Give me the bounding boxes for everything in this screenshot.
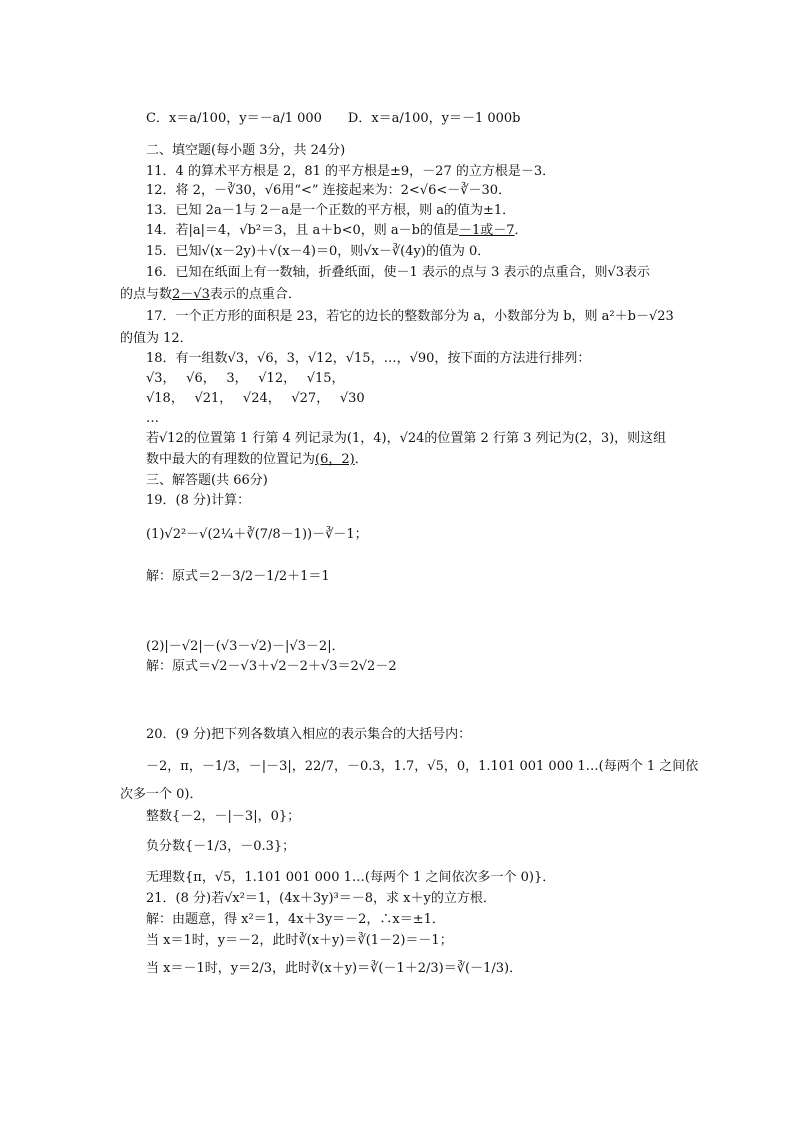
question-19-1: (1)√2²－√(2¼＋∛(7/8－1))－∛－1； — [146, 527, 368, 542]
question-19: 19．(8 分)计算： — [146, 493, 251, 508]
question-17-line2: 的值为 12． — [120, 331, 193, 346]
number-row-1: √3， √6， 3， √12， √15， — [146, 371, 345, 386]
question-21: 21．(8 分)若√x²＝1，(4x＋3y)³＝－8，求 x＋y的立方根． — [146, 891, 496, 906]
question-18: 18．有一组数√3，√6，3，√12，√15，…，√90，按下面的方法进行排列： — [146, 351, 591, 366]
answer-19-1: 解：原式＝2－3/2－1/2＋1＝1 — [146, 569, 330, 584]
answer-19-2: 解：原式＝√2－√3＋√2－2＋√3＝2√2－2 — [146, 659, 397, 674]
question-20-numbers: －2，π，－1/3，－|－3|，22/7，－0.3，1.7，√5，0，1.101 001 000 1…(每两个 1 之间依 — [146, 759, 699, 774]
question-11: 11．4 的算术平方根是 2，81 的平方根是±9，－27 的立方根是－3． — [146, 164, 556, 179]
section-solve-heading: 三、解答题(共 66分) — [146, 473, 268, 488]
question-12: 12．将 2，－∛30，√6用“<” 连接起来为：2<√6<－∛－30． — [146, 183, 512, 198]
integer-set: 整数{－2，－|－3|，0}； — [146, 809, 301, 824]
question-18-end: ． — [354, 452, 368, 467]
question-14-stem: 14．若|a|＝4，√b²＝3，且 a＋b<0，则 a－b的值是 — [146, 223, 459, 238]
question-18-answer: (6，2) — [315, 452, 355, 467]
question-14-answer: －1或－7 — [458, 223, 515, 238]
negative-fraction-set: 负分数{－1/3，－0.3}； — [146, 839, 296, 854]
question-20-numbers-cont: 次多一个 0)． — [120, 787, 203, 802]
number-row-2: √18， √21， √24， √27， √30 — [146, 391, 365, 406]
irrational-set: 无理数{π，√5，1.101 001 000 1…(每两个 1 之间依次多一个 0)}． — [146, 870, 556, 885]
question-13: 13．已知 2a－1与 2－a是一个正数的平方根，则 a的值为±1． — [146, 203, 516, 218]
question-16-end: 表示的点重合． — [209, 287, 301, 302]
question-18-stem: 数中最大的有理数的位置记为 — [146, 452, 316, 467]
question-15: 15．已知√(x－2y)＋√(x－4)＝0，则√x－∛(4y)的值为 0． — [146, 244, 491, 259]
section-fill-blank-heading: 二、填空题(每小题 3分，共 24分) — [146, 143, 346, 158]
question-18-line3 — [146, 453, 368, 466]
number-row-ellipsis: … — [146, 411, 159, 426]
answer-21-line2: 当 x＝1时，y＝－2，此时∛(x＋y)＝∛(1－2)＝－1； — [146, 933, 453, 948]
question-16-answer: 2－√3 — [172, 287, 210, 302]
option-c-d: C．x＝a/100，y＝－a/1 000 D．x＝a/100，y＝－1 000b — [146, 111, 521, 126]
question-16-line1: 16．已知在纸面上有一数轴，折叠纸面，使－1 表示的点与 3 表示的点重合，则√3表示 — [146, 265, 651, 280]
question-16-line2 — [120, 288, 301, 301]
question-14 — [146, 224, 528, 237]
question-14-end: ． — [514, 223, 528, 238]
question-16-stem: 的点与数 — [120, 287, 173, 302]
answer-21-line1: 解：由题意，得 x²＝1，4x＋3y＝－2，∴x＝±1． — [146, 912, 445, 927]
question-19-2: (2)|－√2|－(√3－√2)－|√3－2|． — [146, 639, 345, 654]
question-18-line2: 若√12的位置第 1 行第 4 列记录为(1，4)，√24的位置第 2 行第 3 列记为(2，3)，则这组 — [146, 431, 667, 446]
answer-21-line3: 当 x＝－1时，y＝2/3，此时∛(x＋y)＝∛(－1＋2/3)＝∛(－1/3)． — [146, 961, 523, 976]
question-20: 20．(9 分)把下列各数填入相应的表示集合的大括号内： — [146, 727, 472, 742]
question-17-line1: 17．一个正方形的面积是 23，若它的边长的整数部分为 a，小数部分为 b，则 a²＋b－√23 — [146, 309, 674, 324]
